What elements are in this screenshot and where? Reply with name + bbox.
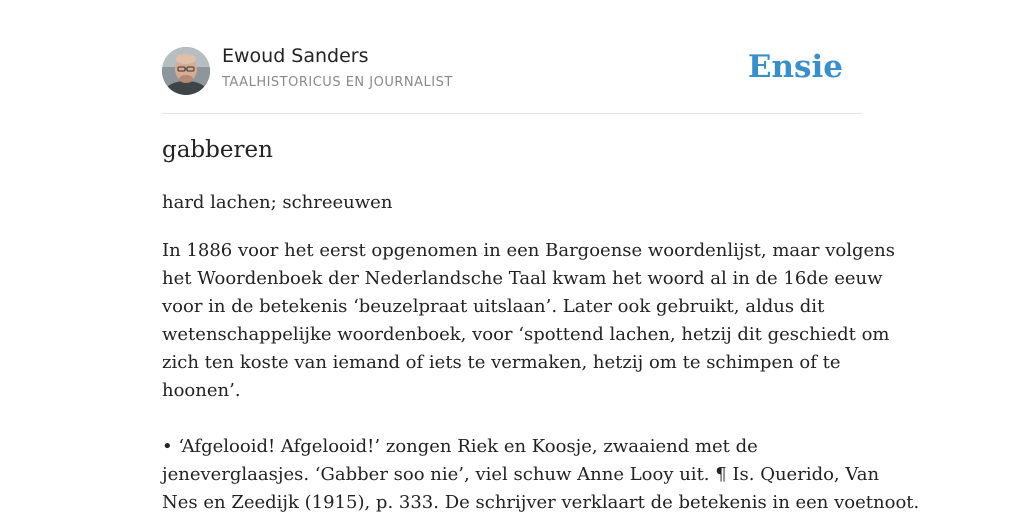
paragraph-line: zich ten koste van iemand of iets te vermaken, hetzij om te schimpen of te bbox=[162, 352, 841, 373]
ensie-logo[interactable]: Ensie bbox=[747, 49, 843, 85]
avatar-photo-icon bbox=[162, 47, 210, 95]
author-name[interactable]: Ewoud Sanders bbox=[222, 45, 369, 67]
paragraph-line: hoonen’. bbox=[162, 380, 241, 401]
entry-body bbox=[162, 237, 920, 512]
quote-line: • ‘Afgelooid! Afgelooid!’ zongen Riek en Koosje, zwaaiend met de bbox=[162, 436, 758, 457]
entry-title: gabberen bbox=[162, 137, 273, 163]
quote-line: Nes en Zeedijk (1915), p. 333. De schrijver verklaart de betekenis in een voetnoot. bbox=[162, 492, 920, 512]
paragraph-line: voor in de betekenis ‘beuzelpraat uitslaan’. Later ook gebruikt, aldus dit bbox=[162, 296, 825, 317]
paragraph-line: In 1886 voor het eerst opgenomen in een Bargoense woordenlijst, maar volgens bbox=[162, 240, 895, 261]
blank-line bbox=[162, 405, 862, 433]
entry-definition: hard lachen; schreeuwen bbox=[162, 192, 393, 213]
paragraph-line: het Woordenboek der Nederlandsche Taal kwam het woord al in de 16de eeuw bbox=[162, 268, 883, 289]
quote-line: jeneverglaasjes. ‘Gabber soo nie’, viel schuw Anne Looy uit. ¶ Is. Querido, Van bbox=[162, 464, 880, 485]
author-avatar[interactable] bbox=[162, 47, 210, 95]
author-role: TAALHISTORICUS EN JOURNALIST bbox=[222, 75, 453, 90]
author-header bbox=[162, 0, 862, 114]
content-container bbox=[162, 0, 920, 512]
paragraph-line: wetenschappelijke woordenboek, voor ‘spottend lachen, hetzij dit geschiedt om bbox=[162, 324, 890, 345]
